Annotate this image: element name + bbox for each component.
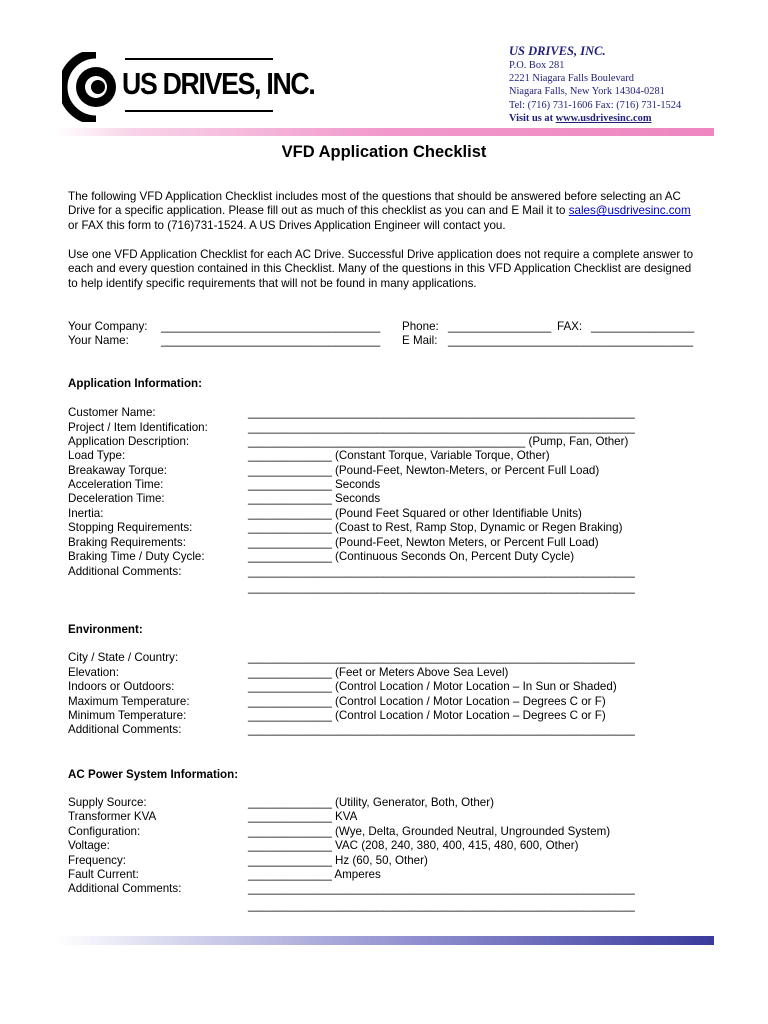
field-line[interactable]: ____________________________________________________________ [248,723,635,736]
field-line[interactable]: _____________ (Control Location / Motor Location – In Sun or Shaded) [248,680,617,693]
field-line[interactable]: _____________ Hz (60, 50, Other) [248,854,428,867]
field-line[interactable]: _____________ Seconds [248,492,381,505]
field-label: City / State / Country: [68,651,179,664]
section-title-power: AC Power System Information: [68,768,239,781]
field-line[interactable]: ____________________________________________________________ [248,882,635,895]
field-line[interactable]: ___________________________________________ (Pump, Fan, Other) [248,435,629,448]
field-line[interactable]: _____________ (Pound-Feet, Newton Meters, or Percent Full Load) [248,536,599,549]
field-label: Additional Comments: [68,882,182,895]
phone-field[interactable]: ________________ [448,320,552,333]
field-label: Inertia: [68,507,104,520]
field-label: Deceleration Time: [68,492,165,505]
field-line[interactable]: ____________________________________________________________ [248,651,635,664]
field-label: Additional Comments: [68,723,182,736]
field-label: Application Description: [68,435,190,448]
page-title: VFD Application Checklist [281,143,487,161]
field-line[interactable]: _____________ (Continuous Seconds On, Percent Duty Cycle) [248,550,575,563]
intro-text-1a: The following VFD Application Checklist includes most of the questions that should be answered before selecting an AC Drive for a specific application. Please fill out as much of this checklist as you can and E Mail it to [68,190,681,218]
section-title-application: Application Information: [68,377,202,390]
field-line[interactable]: _____________ (Utility, Generator, Both, Other) [248,796,494,809]
field-line[interactable]: ____________________________________________________________ [248,406,635,419]
field-label: Indoors or Outdoors: [68,680,175,693]
header-divider-bar [55,128,714,136]
address-line-3: Niagara Falls, New York 14304-0281 [509,86,665,98]
name-label: Your Name: [68,334,129,347]
field-line[interactable]: _____________ (Coast to Rest, Ramp Stop, Dynamic or Regen Braking) [248,521,623,534]
field-label: Breakaway Torque: [68,464,168,477]
company-label: Your Company: [68,320,148,333]
company-address-block [509,44,681,125]
field-label: Minimum Temperature: [68,709,187,722]
field-label: Acceleration Time: [68,478,164,491]
field-line[interactable]: _____________ (Control Location / Motor Location – Degrees C or F) [248,709,606,722]
address-line-2: 2221 Niagara Falls Boulevard [509,73,634,85]
field-line[interactable]: _____________ (Wye, Delta, Grounded Neutral, Ungrounded System) [248,825,611,838]
field-label: Transformer KVA [68,810,157,823]
field-label: Elevation: [68,666,119,679]
section-title-environment: Environment: [68,623,143,636]
field-label: Frequency: [68,854,126,867]
footer-divider-bar [55,936,714,945]
field-line[interactable]: _____________ (Pound Feet Squared or other Identifiable Units) [248,507,582,520]
field-line[interactable]: _____________ (Constant Torque, Variable Torque, Other) [248,449,550,462]
intro-text-1b: or FAX this form to (716)731-1524. A US Drives Application Engineer will contact you. [68,218,506,232]
phone-label: Phone: [402,320,439,333]
field-line[interactable]: _____________ (Control Location / Motor Location – Degrees C or F) [248,695,606,708]
field-line[interactable]: ____________________________________________________________ [248,899,635,912]
field-line[interactable]: ____________________________________________________________ [248,581,635,594]
company-name: US DRIVES, INC. [509,44,606,58]
intro-paragraph-2: Use one VFD Application Checklist for each AC Drive. Successful Drive application does not require a complete answer to each and every question contained in this Checklist. Many of the questions in this VFD Application Checklist are designed to help identify specific requirements that will not be found in many applications. [68,248,694,290]
field-label: Braking Requirements: [68,536,186,549]
phone-fax-line: Tel: (716) 731-1606 Fax: (716) 731-1524 [509,99,682,111]
field-label: Voltage: [68,839,110,852]
website-line [509,112,681,125]
field-line[interactable]: ____________________________________________________________ [248,565,635,578]
name-field[interactable]: __________________________________ [161,334,381,347]
fax-field[interactable]: ________________ [591,320,695,333]
field-label: Fault Current: [68,868,139,881]
email-label: E Mail: [402,334,438,347]
field-label: Configuration: [68,825,141,838]
field-label: Additional Comments: [68,565,182,578]
visit-label: Visit us at [509,112,556,124]
field-label: Load Type: [68,449,126,462]
field-line[interactable]: _____________ (Pound-Feet, Newton-Meters, or Percent Full Load) [248,464,600,477]
field-label: Customer Name: [68,406,156,419]
fax-label: FAX: [557,320,583,333]
logo-text: US DRIVES, INC. [122,66,315,101]
field-line[interactable]: _____________ Amperes [248,868,381,881]
field-label: Maximum Temperature: [68,695,190,708]
logo-bottom-rule [125,110,273,112]
intro-paragraph-1 [68,190,702,233]
field-line[interactable]: _____________ Seconds [248,478,381,491]
field-line[interactable]: _____________ KVA [248,810,358,823]
field-label: Supply Source: [68,796,147,809]
sales-email-link[interactable]: sales@usdrivesinc.com [568,204,691,218]
website-link[interactable]: www.usdrivesinc.com [555,112,652,124]
logo-top-rule [125,58,273,60]
logo-emblem-icon [62,52,126,122]
field-line[interactable]: _____________ VAC (208, 240, 380, 400, 415, 480, 600, Other) [248,839,579,852]
field-label: Stopping Requirements: [68,521,193,534]
company-field[interactable]: __________________________________ [161,320,381,333]
field-label: Braking Time / Duty Cycle: [68,550,205,563]
email-field[interactable]: ______________________________________ [448,334,694,347]
field-line[interactable]: ____________________________________________________________ [248,421,635,434]
address-line-1: P.O. Box 281 [509,60,565,71]
field-line[interactable]: _____________ (Feet or Meters Above Sea Level) [248,666,509,679]
field-label: Project / Item Identification: [68,421,208,434]
